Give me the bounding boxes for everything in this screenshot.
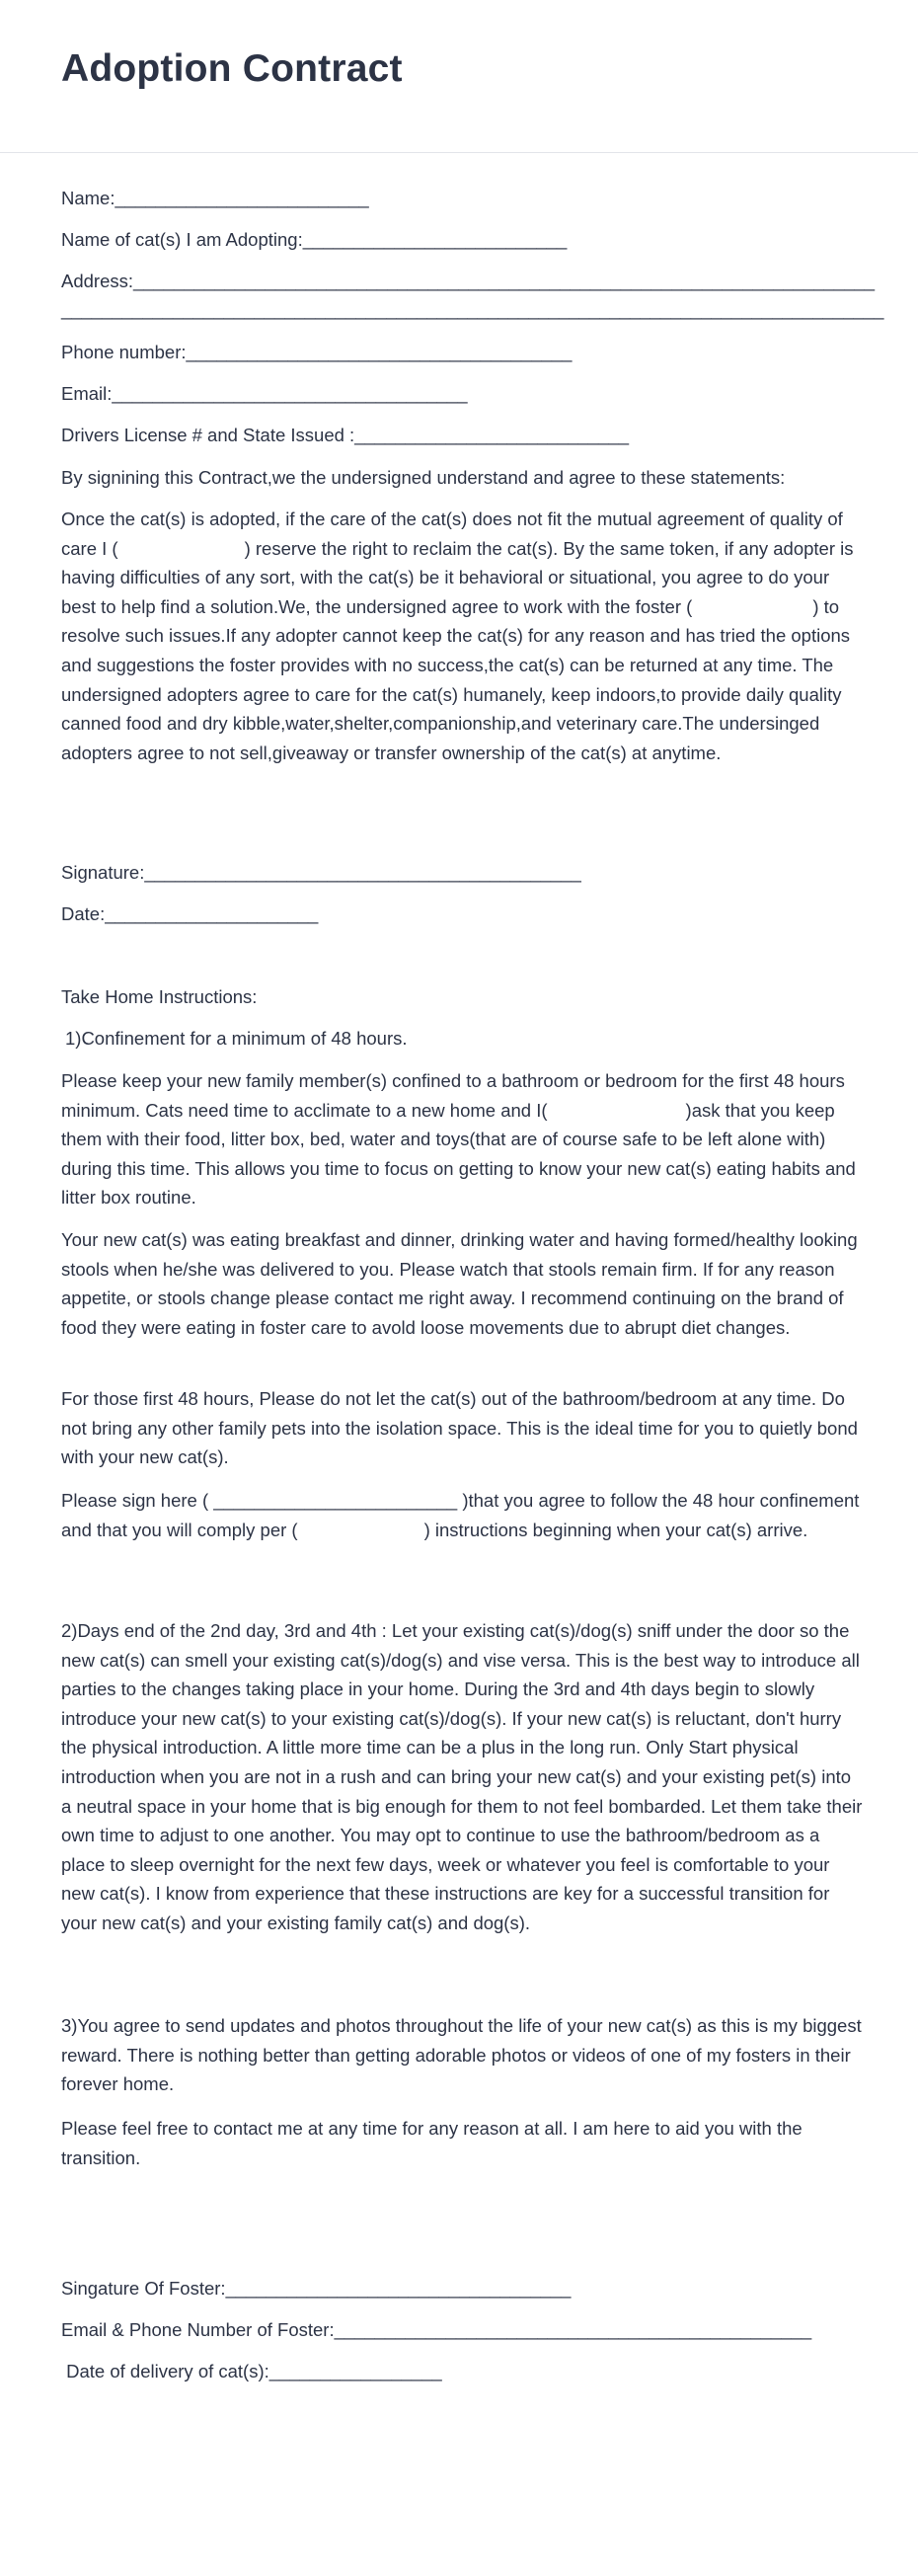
- delivery-date-field[interactable]: Date of delivery of cat(s):_________________: [61, 2361, 442, 2381]
- sign-here-text-a: Please sign here ( ________________________ )that you agree to follow the 48 hour confinement and that you will comply per (: [61, 1490, 860, 1540]
- step-1-paragraph-1: [61, 1066, 865, 1212]
- instructions-heading: Take Home Instructions:: [61, 986, 258, 1007]
- date-field[interactable]: Date:_____________________: [61, 903, 319, 924]
- page-title: Adoption Contract: [61, 47, 403, 90]
- agreement-intro: By signining this Contract,we the undersigned understand and agree to these statements:: [61, 467, 786, 488]
- foster-email-phone-field[interactable]: Email & Phone Number of Foster:_______________________________________________: [61, 2319, 812, 2340]
- signature-field[interactable]: Signature:___________________________________________: [61, 862, 581, 883]
- agreement-text-part-1: Once the cat(s) is adopted, if the care of the cat(s) does not fit the mutual agreement of quality of care I (: [61, 508, 843, 559]
- email-field[interactable]: Email:___________________________________: [61, 383, 468, 404]
- step-1-text-b: )ask that you keep them with their food, litter box, bed, water and toys(that are of course safe to be left alone with) during this time. This allows you time to focus on getting to know your new cat(s) eating habits and litter box routine.: [61, 1099, 856, 1209]
- step-1-title: 1)Confinement for a minimum of 48 hours.: [65, 1028, 408, 1049]
- phone-field[interactable]: Phone number:______________________________________: [61, 342, 573, 362]
- agreement-text-part-3: ) to resolve such issues.If any adopter cannot keep the cat(s) for any reason and has tried the options and suggestions the foster provides with no success,the cat(s) can be returned at any time. The undersigned adopters agree to care for the cat(s) humanely, keep indoors,to provide daily quality canned food and dry kibble,water,shelter,companionship,and veterinary care.The undersinged adopters agree to not sell,giveaway or transfer ownership of the cat(s) at anytime.: [61, 595, 851, 763]
- page-header: [0, 0, 918, 153]
- stool-appetite-text: Your new cat(s) was eating breakfast and dinner, drinking water and having formed/healthy looking stools when he/she was delivered to you. Please watch that stools remain firm. If for any reason appetite, or stools change please contact me right away. I recommend continuing on the brand of food they were eating in foster care to avold loose movements due to abrupt diet changes.: [61, 1229, 858, 1338]
- address-field-line-2[interactable]: _________________________________________________________________________________: [61, 299, 884, 320]
- step-2-paragraph: [61, 1616, 865, 1938]
- contact-paragraph: [61, 2114, 865, 2172]
- drivers-license-field[interactable]: Drivers License # and State Issued :___________________________: [61, 425, 629, 445]
- step-1-paragraph-3: [61, 1384, 865, 1472]
- step-1-paragraph-2: [61, 1225, 865, 1342]
- agreement-paragraph: [61, 505, 865, 767]
- sign-here-text-b: ) instructions beginning when your cat(s) arrive.: [423, 1519, 808, 1540]
- step-1-paragraph-4: [61, 1486, 865, 1544]
- address-field[interactable]: Address:_________________________________________________________________________: [61, 271, 876, 291]
- isolation-text: For those first 48 hours, Please do not let the cat(s) out of the bathroom/bedroom at any time. Do not bring any other family pets into the isolation space. This is the ideal time for you to quietly bond with your new cat(s).: [61, 1388, 858, 1468]
- contact-text: Please feel free to contact me at any time for any reason at all. I am here to aid you with the transition.: [61, 2118, 803, 2168]
- updates-text: 3)You agree to send updates and photos throughout the life of your new cat(s) as this is my biggest reward. There is nothing better than getting adorable photos or videos of one of my fosters in their forever home.: [61, 2015, 862, 2095]
- step-3-paragraph: [61, 2011, 865, 2099]
- agreement-text-part-2: ) reserve the right to reclaim the cat(s). By the same token, if any adopter is having difficulties of any sort, with the cat(s) be it behavioral or situational, you agree to do your best to help find a solution.We, the undersigned agree to work with the foster (: [61, 537, 854, 617]
- name-field[interactable]: Name:_________________________: [61, 188, 369, 208]
- foster-signature-field[interactable]: Singature Of Foster:__________________________________: [61, 2278, 572, 2299]
- cat-name-field[interactable]: Name of cat(s) I am Adopting:__________________________: [61, 229, 568, 250]
- step-1-text-a: Please keep your new family member(s) confined to a bathroom or bedroom for the first 48 hours minimum. Cats need time to acclimate to a new home and I(: [61, 1070, 845, 1121]
- introduction-text: 2)Days end of the 2nd day, 3rd and 4th : Let your existing cat(s)/dog(s) sniff under the door so the new cat(s) can smell your existing cat(s)/dog(s) and vise versa. This is the best way to introduce all parties to the changes taking place in your home. During the 3rd and 4th days begin to slowly introduce your new cat(s) to your existing cat(s)/dog(s). If your new cat(s) is reluctant, don't hurry the physical introduction. A little more time can be a plus in the long run. Only Start physical introduction when you are not in a rush and can bring your new cat(s) and your existing pet(s) into a neutral space in your home that is big enough for them to not feel bombarded. Let them take their own time to adjust to one another. You may opt to continue to use the bathroom/bedroom as a place to sleep overnight for the next few days, week or whatever you feel is comfortable to your new cat(s). I know from experience that these instructions are key for a successful transition for your new cat(s) and your existing family cat(s) and dog(s).: [61, 1620, 863, 1933]
